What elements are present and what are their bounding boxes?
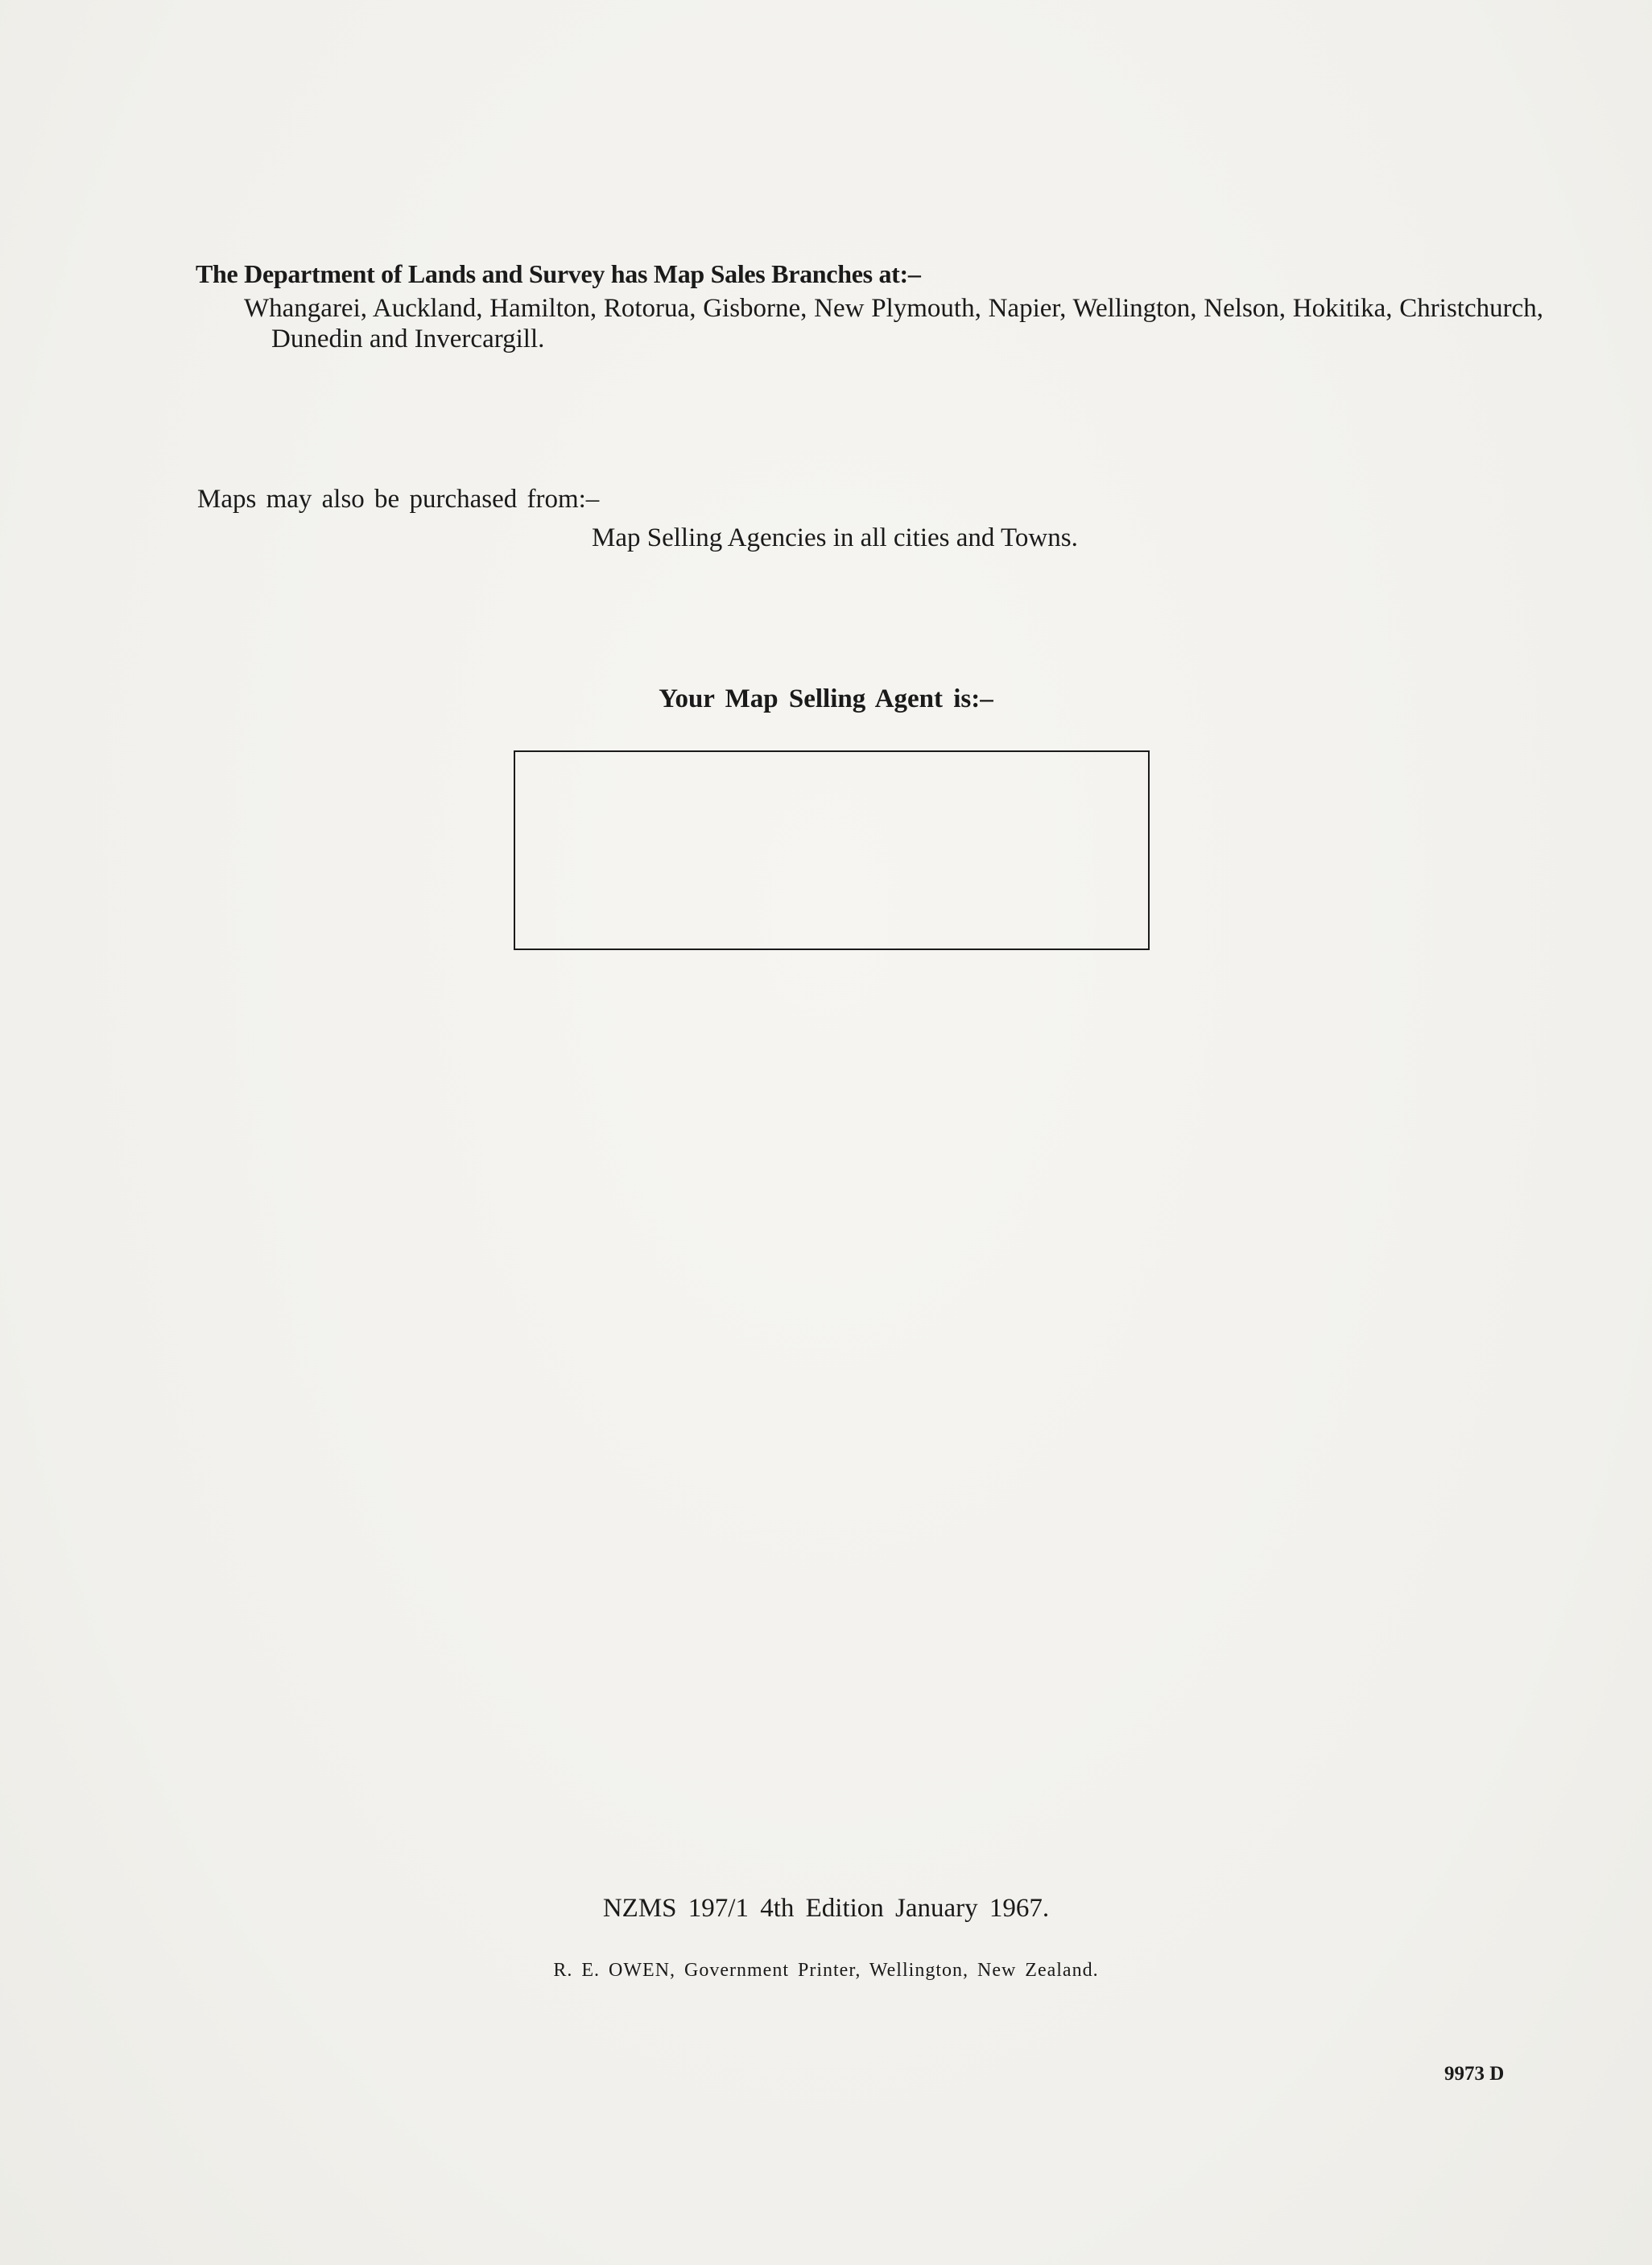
branches-heading: The Department of Lands and Survey has Map Sales Branches at:– <box>196 259 921 288</box>
agent-stamp-box <box>514 750 1150 950</box>
purchase-heading: Maps may also be purchased from:– <box>197 485 600 514</box>
print-code: 9973 D <box>1444 2063 1505 2085</box>
purchase-detail: Map Selling Agencies in all cities and Towns. <box>592 523 1078 552</box>
branches-list: Whangarei, Auckland, Hamilton, Rotorua, Gisborne, New Plymouth, Napier, Wellington, Nelson, Hokitika, Christchurch, Dunedin and Invercargill. <box>244 294 1543 353</box>
agent-heading: Your Map Selling Agent is:– <box>659 684 993 713</box>
edition-line: NZMS 197/1 4th Edition January 1967. <box>602 1894 1050 1923</box>
printer-line: R. E. OWEN, Government Printer, Wellington, New Zealand. <box>553 1960 1099 1981</box>
